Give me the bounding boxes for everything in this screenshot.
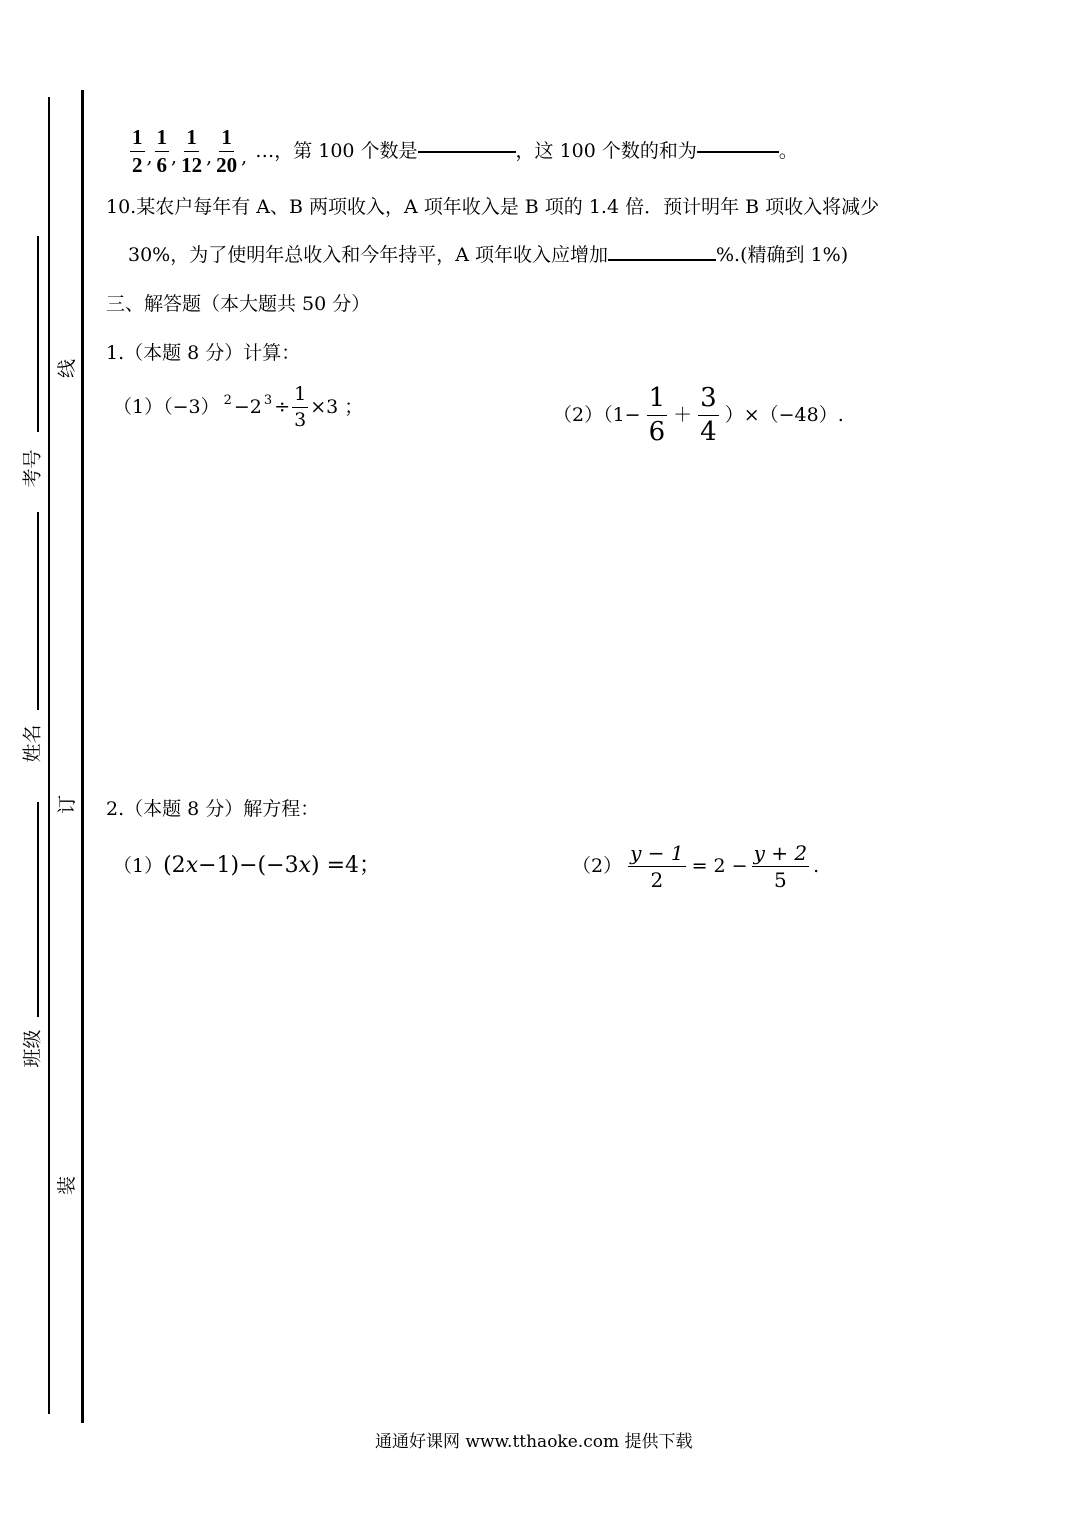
problem-2-title: 2.（本题 8 分）解方程： bbox=[106, 798, 320, 820]
p2b-mid: = 2 − bbox=[691, 855, 748, 877]
p1b-frac2: $\frac{3}{4}$ bbox=[700, 383, 717, 447]
q9-line bbox=[130, 126, 798, 177]
zhuang-label: 装 bbox=[56, 1175, 79, 1196]
footer-source: 通通好课网 www.tthaoke.com 提供下载 bbox=[375, 1432, 693, 1452]
xingming-label: 姓名 bbox=[21, 724, 44, 763]
seq-frac-3: $\frac{1}{12}$ bbox=[181, 125, 203, 178]
section-3-heading: 三、解答题（本大题共 50 分） bbox=[106, 293, 371, 315]
ding-label: 订 bbox=[56, 794, 79, 815]
p1a-div: ÷ bbox=[274, 395, 291, 418]
p1a-label: （1）（−3） bbox=[113, 395, 220, 418]
margin-inner-line bbox=[81, 90, 84, 1423]
xingming-blank-line bbox=[37, 512, 39, 710]
q9-text-end: 。 bbox=[778, 140, 798, 163]
p1b-plus: ＋ bbox=[673, 403, 693, 426]
sep: , bbox=[146, 146, 153, 169]
seq-frac-2: $\frac{1}{6}$ bbox=[156, 125, 168, 178]
kaohao-blank-line bbox=[37, 236, 39, 432]
problem-1a bbox=[113, 384, 363, 431]
p1b-label: （2）（1− bbox=[553, 403, 641, 426]
sep: , bbox=[241, 146, 248, 169]
q10-text-a: 30%，为了使明年总收入和今年持平，A 项年收入应增加 bbox=[128, 244, 608, 266]
p1b-frac1: $\frac{1}{6}$ bbox=[648, 383, 666, 447]
sep: , bbox=[206, 146, 213, 169]
p1a-exp1: 2 bbox=[223, 392, 232, 408]
seq-frac-1: $\frac{1}{2}$ bbox=[132, 125, 143, 178]
p2b-frac1: $\frac{y - 1}{2}$ bbox=[630, 841, 684, 892]
q10-blank bbox=[608, 258, 716, 261]
sep: , bbox=[171, 146, 178, 169]
p2a-expr: (2x−1)−(−3x) =4； bbox=[163, 853, 382, 878]
q9-text-b: ，这 100 个数的和为 bbox=[515, 140, 697, 163]
q10-text-b: %.(精确到 1%) bbox=[716, 244, 849, 266]
banji-label: 班级 bbox=[21, 1029, 44, 1068]
p1a-end: ×3 ； bbox=[310, 395, 364, 418]
p1a-mid: −2 bbox=[233, 395, 262, 418]
xian-label: 线 bbox=[56, 358, 79, 379]
problem-1-title: 1.（本题 8 分）计算： bbox=[106, 342, 301, 364]
p2b-end: . bbox=[813, 855, 820, 877]
margin-outer-line bbox=[48, 97, 50, 1414]
q9-blank-2 bbox=[697, 150, 779, 153]
banji-blank-line bbox=[37, 802, 39, 1017]
q9-blank-1 bbox=[418, 150, 516, 153]
p1b-end: ）×（−48）. bbox=[724, 403, 844, 426]
p1a-exp2: 3 bbox=[263, 392, 273, 408]
kaohao-label: 考号 bbox=[21, 449, 44, 488]
p2a-label: （1） bbox=[113, 854, 164, 877]
problem-2b bbox=[572, 842, 819, 891]
p1a-frac: $\frac{1}{3}$ bbox=[294, 383, 307, 431]
q10-line2 bbox=[128, 246, 848, 265]
p2b-label: （2） bbox=[572, 855, 623, 877]
q10-line1: 10.某农户每年有 A、B 两项收入，A 项年收入是 B 项的 1.4 倍．预计明年 B 项收入将减少 bbox=[106, 196, 880, 218]
seq-frac-4: $\frac{1}{20}$ bbox=[216, 125, 238, 178]
q9-text-a: …，第 100 个数是 bbox=[255, 140, 418, 163]
p2b-frac2: $\frac{y + 2}{5}$ bbox=[753, 841, 808, 892]
problem-2a bbox=[113, 855, 381, 877]
problem-1b bbox=[553, 384, 844, 446]
